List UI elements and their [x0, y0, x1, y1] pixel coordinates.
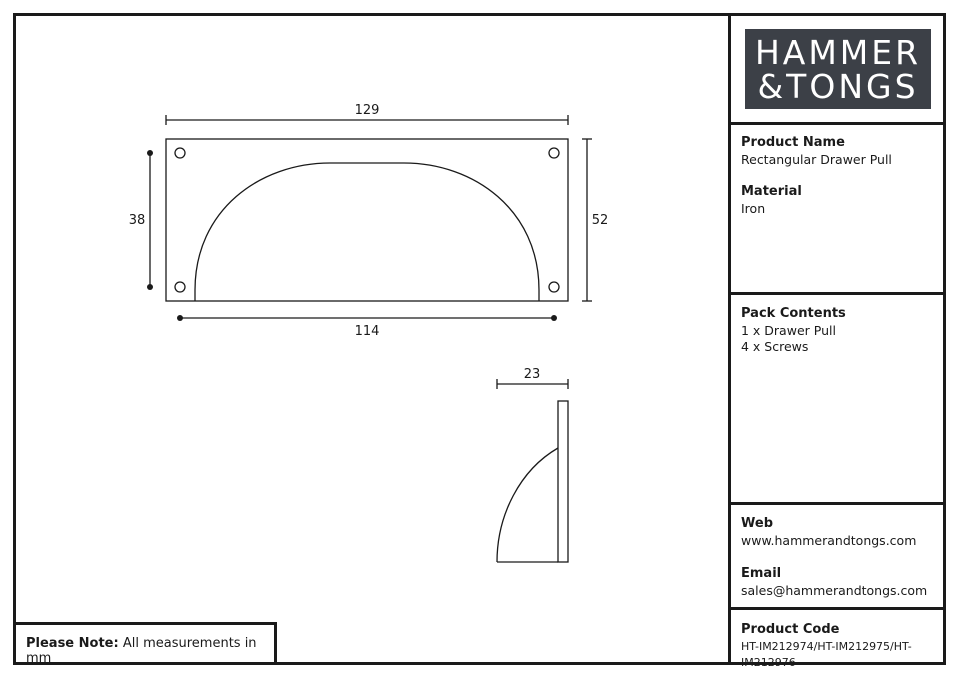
email-link[interactable]: sales@hammerandtongs.com — [741, 583, 928, 598]
dimension-label-hole-vertical: 38 — [128, 213, 146, 228]
pack-contents-label: Pack Contents — [741, 306, 846, 321]
dimension-dot — [551, 315, 557, 321]
dimension-label-depth: 23 — [523, 367, 541, 382]
dimension-dot — [177, 315, 183, 321]
screw-hole — [175, 282, 185, 292]
note-text: All measurements in mm — [26, 636, 257, 666]
note-label: Please Note: — [26, 636, 119, 651]
dimension-dot — [147, 150, 153, 156]
product-code-value: HT-IM212974/HT-IM212975/HT-IM212976 — [741, 640, 912, 669]
side-view-plate — [558, 401, 568, 562]
dimension-dot — [147, 284, 153, 290]
screw-hole — [175, 148, 185, 158]
side-view-cup — [497, 448, 558, 562]
product-code-label: Product Code — [741, 622, 840, 637]
dimension-label-hole-horizontal: 114 — [354, 324, 380, 339]
pack-contents-item: 4 x Screws — [741, 339, 809, 354]
product-name-value: Rectangular Drawer Pull — [741, 152, 892, 167]
product-name-label: Product Name — [741, 135, 845, 150]
logo-line-2-text: &TONGS — [757, 67, 919, 106]
screw-hole — [549, 282, 559, 292]
dimension-label-height: 52 — [591, 213, 609, 228]
dimension-label-width: 129 — [354, 103, 380, 118]
web-label: Web — [741, 516, 773, 531]
email-label: Email — [741, 566, 782, 581]
material-label: Material — [741, 184, 802, 199]
screw-hole — [549, 148, 559, 158]
front-view-cup — [195, 163, 539, 301]
logo-line-1: HAMMER — [754, 33, 922, 72]
material-value: Iron — [741, 201, 766, 216]
pack-contents-item: 1 x Drawer Pull — [741, 323, 836, 338]
web-link[interactable]: www.hammerandtongs.com — [741, 533, 917, 548]
